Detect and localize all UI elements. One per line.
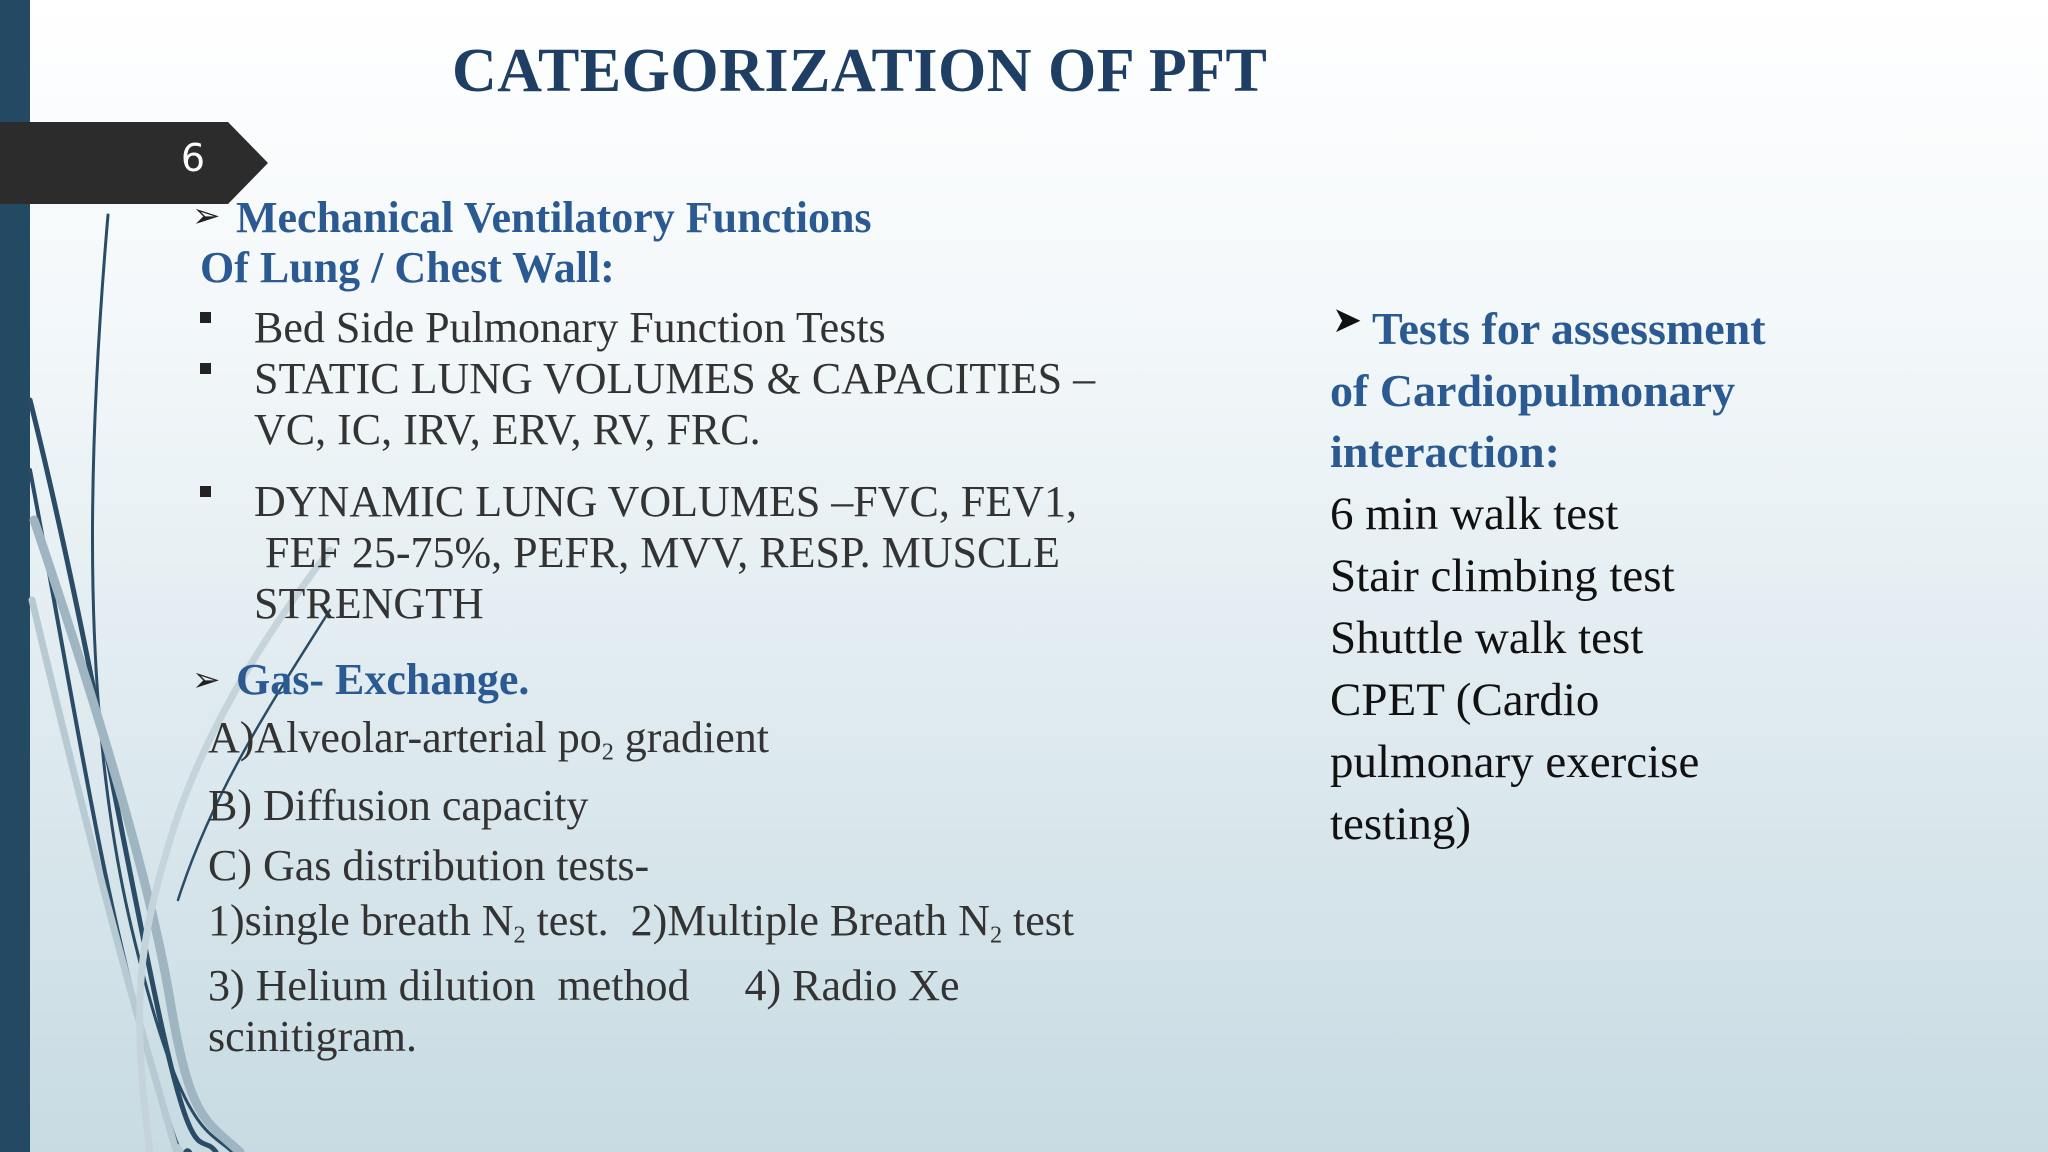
gas-item-b: B) Diffusion capacity [208,781,589,830]
test-cpet-line3: testing) [1330,798,1471,850]
right-heading-line1: Tests for assessment [1372,303,1766,354]
arrow-pointer-icon: ➢ [192,660,221,700]
test-cpet-line2: pulmonary exercise [1330,736,1700,788]
bullet-dynamic-volumes-end: STRENGTH [254,579,484,628]
test-6-min-walk: 6 min walk test [1330,488,1619,540]
mechanical-heading-line1: Mechanical Ventilatory Functions [236,193,872,242]
test-stair-climbing: Stair climbing test [1330,550,1675,602]
gas-item-c4: scinitigram. [208,1012,417,1061]
bullet-static-volumes: STATIC LUNG VOLUMES & CAPACITIES – [254,354,1096,403]
gas-item-a: A)Alveolar-arterial $po_2$ gradient [208,713,769,766]
gas-item-c: C) Gas distribution tests- [208,841,650,890]
bullet-dynamic-volumes-list: FEF 25-75%, PEFR, MVV, RESP. MUSCLE [254,528,1061,577]
slide-number-tab [0,122,268,204]
test-cpet-line1: CPET (Cardio [1330,674,1600,726]
slide-title: CATEGORIZATION OF PFT [452,37,1268,105]
test-shuttle-walk: Shuttle walk test [1330,612,1644,664]
mechanical-heading-line2: Of Lung / Chest Wall: [200,243,615,292]
slide-number: 6 [180,136,206,180]
arrow-pointer-icon: ➢ [192,196,221,236]
bullet-bedside-tests: Bed Side Pulmonary Function Tests [254,303,886,352]
arrowhead-icon: ➤ [1332,300,1363,341]
square-bullet-icon [200,312,211,323]
square-bullet-icon [200,363,211,374]
right-heading-line2: of Cardiopulmonary [1330,365,1736,416]
bullet-static-volumes-list: VC, IC, IRV, ERV, RV, FRC. [254,405,761,454]
gas-item-c1: 1)single breath $N_2$ test. 2)Multiple Breath $N_2$ test [208,896,1075,949]
square-bullet-icon [200,486,211,497]
bullet-dynamic-volumes: DYNAMIC LUNG VOLUMES –FVC, FEV1, [254,477,1078,526]
gas-exchange-heading: Gas- Exchange. [236,655,530,704]
right-test-list [1330,483,1699,855]
gas-item-c3: 3) Helium dilution method 4) Radio Xe [208,961,960,1010]
right-heading-line3: interaction: [1330,426,1560,477]
